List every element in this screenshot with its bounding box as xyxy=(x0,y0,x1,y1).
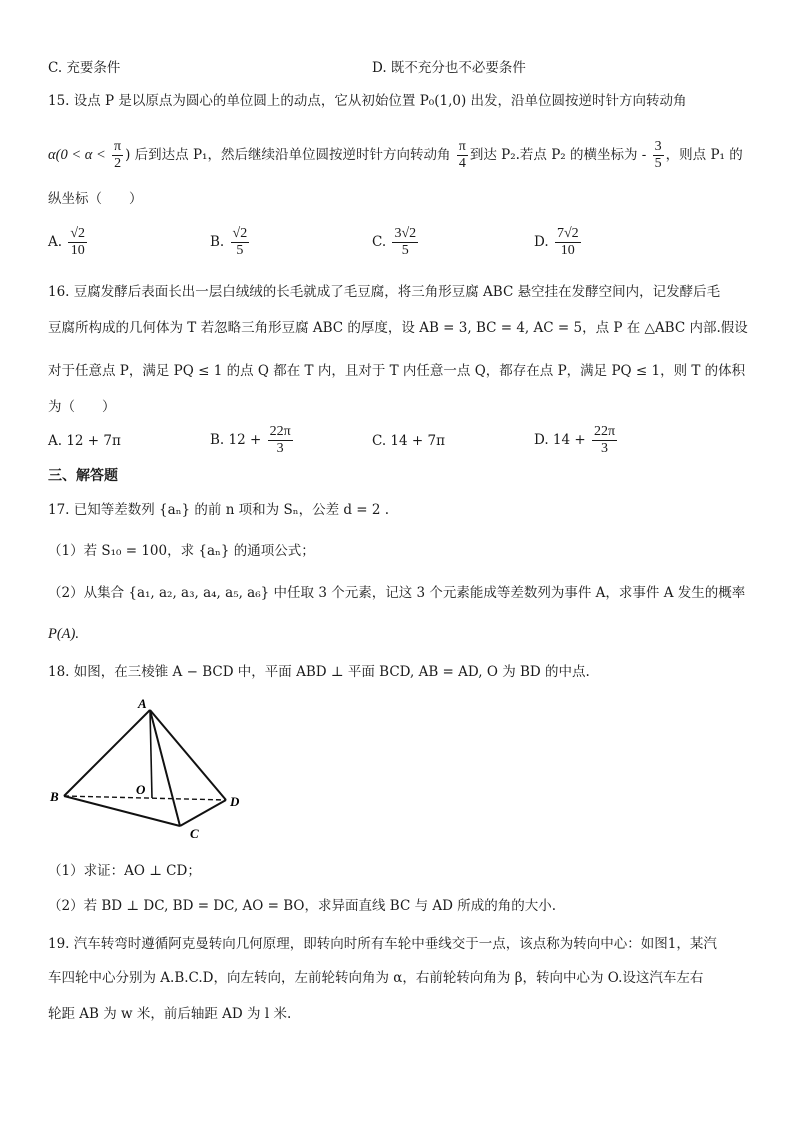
frac-num: 3√2 xyxy=(394,226,417,241)
q15-option-d[interactable] xyxy=(534,226,583,259)
q17-line-1: 17. 已知等差数列 {aₙ} 的前 n 项和为 Sₙ，公差 d = 2 . xyxy=(48,502,390,518)
option-fraction xyxy=(392,226,418,259)
q18-line-2: （1）求证：AO ⊥ CD； xyxy=(48,863,201,879)
q19-line-2: 车四轮中心分别为 A.B.C.D，向左转向，左前轮转向角为 α，右前轮转向角为 β，转向中心为 O.设这汽车左右 xyxy=(48,970,704,986)
option-text: B. 12 + xyxy=(210,432,262,448)
q17-line-2: （1）若 S₁₀ = 100，求 {aₙ} 的通项公式； xyxy=(48,543,315,559)
section-heading: 三、解答题 xyxy=(48,468,118,484)
q19-line-1: 19. 汽车转弯时遵循阿克曼转向几何原理，即转向时所有车轮中垂线交于一点，该点称为转向中心：如图1，某汽 xyxy=(48,936,717,952)
segment-AO xyxy=(150,710,152,798)
q15-line-1: 15. 设点 P 是以原点为圆心的单位圆上的动点，它从初始位置 P₀(1,0) 出发，沿单位圆按逆时针方向转动角 xyxy=(48,93,687,109)
option-label: B. xyxy=(210,234,225,250)
q15-alpha-range: α(0 < α < xyxy=(48,147,106,163)
q16-line-3: 对于任意点 P，满足 PQ ≤ 1 的点 Q 都在 T 内，且对于 T 内任意一点 Q，都存在点 P，满足 PQ ≤ 1，则 T 的体积 xyxy=(48,363,746,379)
option-fraction xyxy=(592,424,617,457)
edge-CD xyxy=(180,800,226,826)
frac-num: π xyxy=(458,139,466,154)
frac-den: 5 xyxy=(401,243,409,258)
q16-option-b[interactable] xyxy=(210,424,295,457)
q15-frac-3-5 xyxy=(653,139,664,172)
option-label: C. xyxy=(372,234,387,250)
tetrahedron-figure xyxy=(44,696,254,846)
frac-num: π xyxy=(114,139,122,154)
q16-line-4: 为（ ） xyxy=(48,399,116,415)
q15-frac-pi-2 xyxy=(112,139,123,172)
label-B: B xyxy=(50,789,59,804)
label-O: O xyxy=(136,782,146,797)
q17-line-3: （2）从集合 {a₁, a₂, a₃, a₄, a₅, a₆} 中任取 3 个元素，记这 3 个元素能成等差数列为事件 A，求事件 A 发生的概率 xyxy=(48,585,746,601)
option-fraction xyxy=(231,226,250,259)
q15-option-b[interactable] xyxy=(210,226,251,259)
option-fraction xyxy=(268,424,293,457)
option-fraction xyxy=(555,226,581,259)
frac-num: 22π xyxy=(594,424,616,439)
frac-den: 5 xyxy=(654,156,662,171)
option-label: A. xyxy=(48,234,63,250)
frac-den: 3 xyxy=(601,441,609,456)
frac-den: 2 xyxy=(114,156,122,171)
q15-option-c[interactable] xyxy=(372,226,420,259)
q16-option-a[interactable]: A. 12 + 7π xyxy=(48,433,121,449)
option-label: D. xyxy=(534,234,549,250)
frac-den: 5 xyxy=(236,243,244,258)
q16-option-c[interactable]: C. 14 + 7π xyxy=(372,433,445,449)
q19-line-3: 轮距 AB 为 w 米，前后轴距 AD 为 l 米. xyxy=(48,1006,292,1022)
frac-num: √2 xyxy=(232,226,248,241)
q18-line-1: 18. 如图，在三棱锥 A − BCD 中，平面 ABD ⊥ 平面 BCD, AB = AD, O 为 BD 的中点. xyxy=(48,664,590,680)
frac-den: 10 xyxy=(560,243,575,258)
label-D: D xyxy=(230,794,240,809)
q15-text-b: 角 xyxy=(436,147,451,163)
frac-num: √2 xyxy=(70,226,86,241)
label-A: A xyxy=(138,696,147,711)
q17-line-4: P(A). xyxy=(48,626,79,642)
q16-line-1: 16. 豆腐发酵后表面长出一层白绒绒的长毛就成了毛豆腐，将三角形豆腐 ABC 悬空挂在发酵空间内，记发酵后毛 xyxy=(48,284,721,300)
q15-text-d: ，则点 P₁ 的 xyxy=(665,147,743,163)
q15-line-3: 纵坐标（ ） xyxy=(48,191,143,207)
q15-text-a: ) 后到达点 P₁，然后继续沿单位圆按逆时针方向转动 xyxy=(125,147,437,163)
frac-den: 3 xyxy=(276,441,284,456)
q16-line-2: 豆腐所构成的几何体为 T 若忽略三角形豆腐 ABC 的厚度，设 AB = 3, BC = 4, AC = 5，点 P 在 △ABC 内部.假设 xyxy=(48,320,748,336)
edge-BC xyxy=(64,796,180,826)
q15-option-a[interactable] xyxy=(48,226,89,259)
q15-text-c: 到达 P₂.若点 P₂ 的横坐标为 - xyxy=(469,147,647,163)
frac-den: 10 xyxy=(70,243,85,258)
q14-option-d: D. 既不充分也不必要条件 xyxy=(372,60,526,76)
frac-num: 3 xyxy=(654,139,662,154)
label-C: C xyxy=(190,826,199,841)
frac-num: 7√2 xyxy=(556,226,579,241)
q18-line-3: （2）若 BD ⊥ DC, BD = DC, AO = BO，求异面直线 BC 与 AD 所成的角的大小. xyxy=(48,898,557,914)
q16-option-d[interactable] xyxy=(534,424,619,457)
option-fraction xyxy=(68,226,87,259)
q14-option-c: C. 充要条件 xyxy=(48,60,121,76)
option-text: D. 14 + xyxy=(534,432,586,448)
frac-num: 22π xyxy=(269,424,291,439)
frac-den: 4 xyxy=(458,156,466,171)
q15-frac-pi-4 xyxy=(457,139,468,172)
q15-line-2 xyxy=(48,138,743,172)
